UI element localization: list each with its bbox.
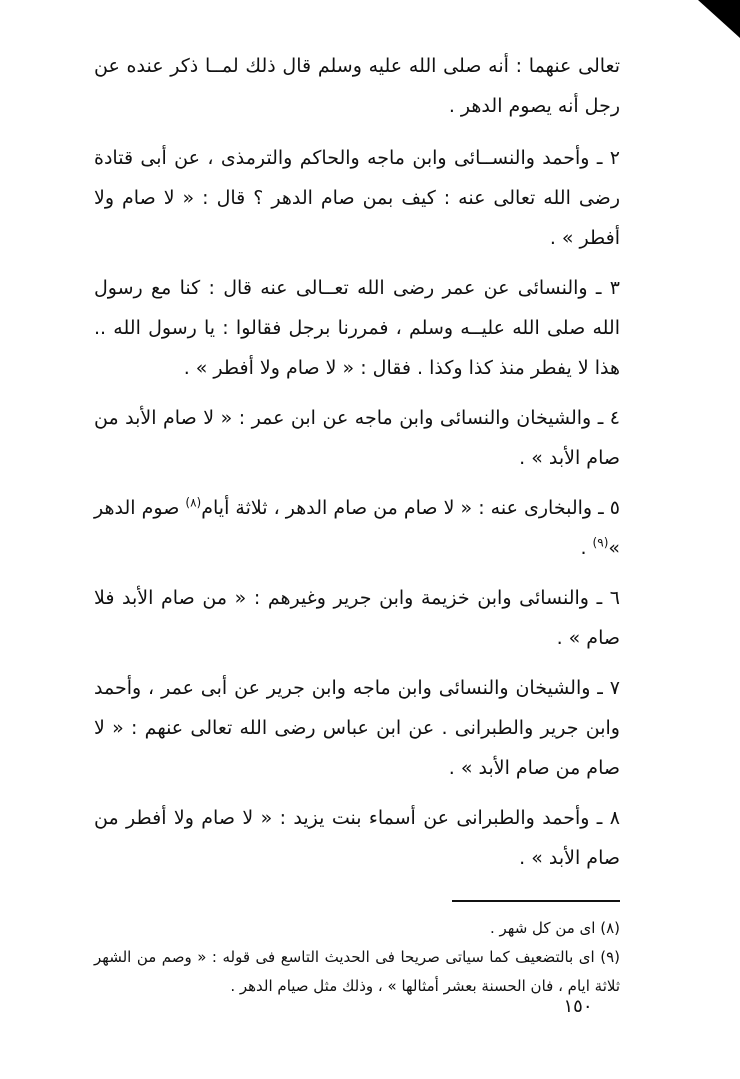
footnote-separator-wrap (94, 888, 620, 914)
paragraph-hadith-6: ٦ ـ والنسائى وابن خزيمة وابن جرير وغيرهم : « من صام الأبد فلا صام » . (94, 587, 620, 649)
footnote-ref-8[interactable]: (٨) (185, 495, 202, 510)
paragraph-hadith-8: ٨ ـ وأحمد والطبرانى عن أسماء بنت يزيد : « لا صام ولا أفطر من صام الأبد » . (94, 807, 620, 869)
page-number: ١٥٠ (563, 996, 593, 1017)
footnote-8: (٨) اى من كل شهر . (489, 919, 620, 937)
paragraph-hadith-5-part-1: ٥ ـ والبخارى عنه : « لا صام من صام الدهر ، ثلاثة أيام (201, 497, 621, 519)
page-body (94, 46, 620, 1001)
paragraph-hadith-4: ٤ ـ والشيخان والنسائى وابن ماجه عن ابن عمر : « لا صام الأبد من صام الأبد » . (94, 407, 620, 469)
paragraph-hadith-2: ٢ ـ وأحمد والنســائى وابن ماجه والحاكم والترمذى ، عن أبى قتادة رضى الله تعالى عنه : كيف بمن صام الدهر ؟ قال : « لا صام ولا أفطر » . (94, 147, 620, 249)
paragraph-hadith-7: ٧ ـ والشيخان والنسائى وابن ماجه وابن جرير عن أبى عمر ، وأحمد وابن جرير والطبرانى . عن ابن عباس رضى الله تعالى عنهم : « لا صام من صام الأبد » . (94, 677, 620, 779)
footnote-ref-9[interactable]: (٩) (592, 535, 609, 550)
paragraph-hadith-5-part-3: . (580, 537, 593, 559)
paragraph-hadith-3: ٣ ـ والنسائى عن عمر رضى الله تعــالى عنه قال : كنا مع رسول الله صلى الله عليــه وسلم ، فمررنا برجل فقالوا : يا رسول الله .. هذا لا يفطر منذ كذا وكذا . فقال : « لا صام ولا أفطر » . (94, 277, 620, 379)
paragraph-intro: تعالى عنهما : أنه صلى الله عليه وسلم قال ذلك لمــا ذكر عنده عن رجل أنه يصوم الدهر . (94, 55, 620, 117)
corner-mark (698, 0, 740, 38)
footnote-9: (٩) اى بالتضعيف كما سياتى صريحا فى الحديث التاسع فى قوله : « وصم من الشهر ثلاثة ايام ، فان الحسنة بعشر أمثالها » ، وذلك مثل صيام الدهر . (94, 948, 620, 995)
footnote-separator (452, 900, 620, 902)
paragraph-hadith-5-part-2: صوم الدهر » (94, 497, 620, 559)
paragraph-hadith-5 (94, 488, 620, 568)
